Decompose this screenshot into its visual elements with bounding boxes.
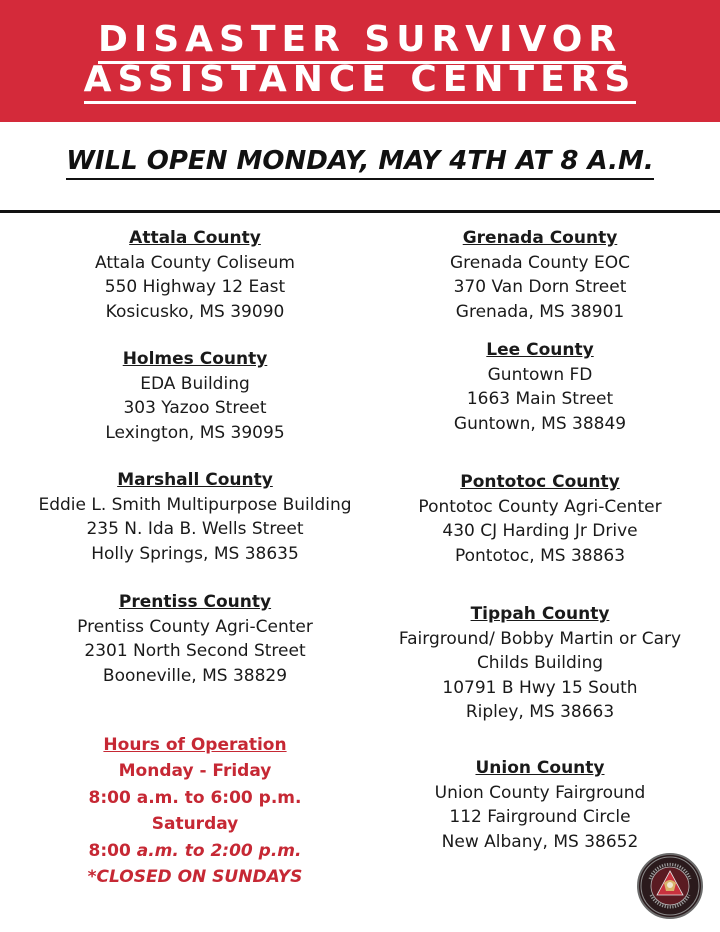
location-line: 370 Van Dorn Street bbox=[453, 277, 627, 298]
location-lee bbox=[360, 338, 720, 436]
location-line: Prentiss County Agri-Center bbox=[77, 616, 313, 637]
location-line: Childs Building bbox=[476, 653, 604, 674]
hours-saturday-times bbox=[0, 838, 390, 864]
location-tippah bbox=[360, 602, 720, 725]
location-line: 112 Fairground Circle bbox=[449, 807, 631, 828]
location-line: New Albany, MS 38652 bbox=[441, 831, 639, 852]
location-line: 10791 B Hwy 15 South bbox=[442, 677, 638, 698]
location-attala bbox=[0, 226, 390, 324]
location-pontotoc bbox=[360, 470, 720, 568]
county-name: Union County bbox=[475, 758, 605, 778]
location-line: Holly Springs, MS 38635 bbox=[91, 543, 299, 564]
location-line: Booneville, MS 38829 bbox=[102, 665, 288, 686]
location-line: Pontotoc County Agri-Center bbox=[418, 496, 662, 517]
county-name: Attala County bbox=[129, 228, 261, 248]
location-line: 1663 Main Street bbox=[466, 389, 614, 410]
opening-announcement-text: WILL OPEN MONDAY, MAY 4TH AT 8 A.M. bbox=[66, 146, 654, 180]
header-title-line1: DISASTER SURVIVOR bbox=[98, 19, 622, 64]
location-line: Ripley, MS 38663 bbox=[465, 702, 615, 723]
location-prentiss bbox=[0, 590, 390, 688]
location-line: 430 CJ Harding Jr Drive bbox=[442, 521, 638, 542]
location-line: Eddie L. Smith Multipurpose Building bbox=[38, 494, 352, 515]
location-line: Attala County Coliseum bbox=[95, 252, 295, 273]
mema-seal-logo bbox=[637, 853, 703, 919]
county-name: Lee County bbox=[486, 340, 594, 360]
location-line: Grenada, MS 38901 bbox=[455, 301, 625, 322]
location-line: Fairground/ Bobby Martin or Cary bbox=[398, 628, 682, 649]
county-name: Pontotoc County bbox=[460, 472, 620, 492]
county-name: Prentiss County bbox=[118, 592, 272, 612]
hours-saturday: Saturday bbox=[151, 814, 239, 835]
location-marshall bbox=[0, 468, 390, 566]
hours-closed-note: *CLOSED ON SUNDAYS bbox=[87, 867, 303, 888]
location-line: 303 Yazoo Street bbox=[123, 398, 267, 419]
location-line: Guntown FD bbox=[487, 364, 593, 385]
location-line: 2301 North Second Street bbox=[84, 641, 306, 662]
location-line: 550 Highway 12 East bbox=[104, 277, 286, 298]
seal-icon bbox=[639, 855, 701, 917]
location-union bbox=[360, 756, 720, 854]
location-line: Union County Fairground bbox=[434, 782, 646, 803]
location-line: Lexington, MS 39095 bbox=[105, 422, 285, 443]
hours-of-operation bbox=[0, 732, 390, 890]
divider bbox=[0, 210, 720, 213]
location-holmes bbox=[0, 347, 390, 445]
header-banner bbox=[0, 0, 720, 122]
hours-weekdays: Monday - Friday bbox=[118, 761, 272, 782]
location-line: EDA Building bbox=[140, 373, 250, 394]
county-name: Tippah County bbox=[470, 604, 610, 624]
header-title-line2: ASSISTANCE CENTERS bbox=[84, 59, 637, 104]
location-line: Grenada County EOC bbox=[450, 252, 630, 273]
county-name: Grenada County bbox=[462, 228, 618, 248]
hours-saturday-rest: a.m. to 2:00 p.m. bbox=[136, 840, 302, 861]
opening-announcement bbox=[0, 146, 720, 176]
location-line: 235 N. Ida B. Wells Street bbox=[86, 519, 304, 540]
location-line: Kosicusko, MS 39090 bbox=[105, 301, 285, 322]
county-name: Marshall County bbox=[117, 470, 273, 490]
location-line: Pontotoc, MS 38863 bbox=[454, 545, 626, 566]
location-grenada bbox=[360, 226, 720, 324]
location-line: Guntown, MS 38849 bbox=[453, 413, 627, 434]
hours-title: Hours of Operation bbox=[103, 735, 287, 755]
county-name: Holmes County bbox=[122, 349, 268, 369]
hours-weekday-times: 8:00 a.m. to 6:00 p.m. bbox=[88, 787, 302, 808]
hours-saturday-start: 8:00 bbox=[88, 840, 137, 861]
